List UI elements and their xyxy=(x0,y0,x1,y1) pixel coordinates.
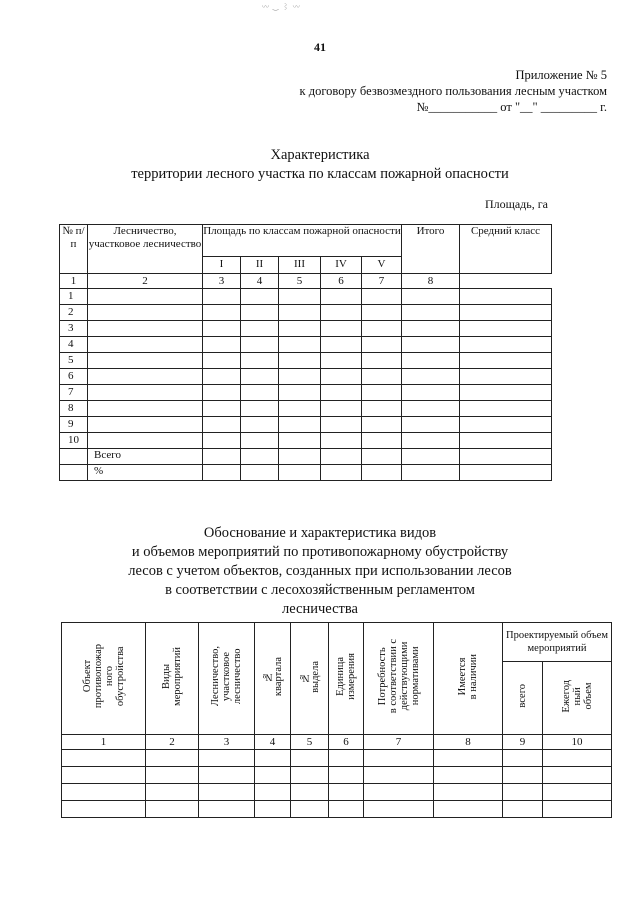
table-cell xyxy=(146,784,199,801)
table-cell xyxy=(88,305,203,321)
table-cell xyxy=(146,767,199,784)
measures-header-planned: Проектируемый объем мероприятий xyxy=(503,623,612,662)
table-cell xyxy=(434,767,503,784)
table-cell xyxy=(203,417,241,433)
table-row xyxy=(60,401,552,417)
measures-header-2 xyxy=(146,623,199,735)
table-cell xyxy=(241,385,279,401)
table-cell xyxy=(503,750,543,767)
measures-header-label: Лесничество, участковое лесничество xyxy=(210,646,243,707)
table-row xyxy=(62,767,612,784)
table-cell xyxy=(279,289,321,305)
table-cell xyxy=(329,801,364,818)
row-number: 7 xyxy=(60,385,88,401)
table-cell xyxy=(279,401,321,417)
header-class-1: I xyxy=(203,256,241,273)
table-cell xyxy=(364,750,434,767)
table-cell xyxy=(503,767,543,784)
header-class-5: V xyxy=(362,256,402,273)
row-number: 1 xyxy=(60,289,88,305)
measures-col-number-4: 4 xyxy=(255,735,291,750)
measures-col-number-2: 2 xyxy=(146,735,199,750)
table-cell xyxy=(402,433,460,449)
table-cell xyxy=(362,353,402,369)
measures-col-number-8: 8 xyxy=(434,735,503,750)
row-number: 10 xyxy=(60,433,88,449)
measures-col-number-7: 7 xyxy=(364,735,434,750)
table-cell xyxy=(460,369,552,385)
table-cell xyxy=(88,289,203,305)
total-row-num xyxy=(60,449,88,465)
table-cell xyxy=(241,401,279,417)
table-cell xyxy=(203,433,241,449)
table-cell xyxy=(402,401,460,417)
col-number-4: 4 xyxy=(241,274,279,289)
col-number-7: 7 xyxy=(362,274,402,289)
measures-col-number-9: 9 xyxy=(503,735,543,750)
table-cell xyxy=(279,369,321,385)
measures-subheader-2 xyxy=(543,662,612,735)
table-cell xyxy=(88,385,203,401)
table-cell xyxy=(402,385,460,401)
table-cell xyxy=(402,321,460,337)
table-cell xyxy=(255,750,291,767)
appendix-line-2: к договору безвозмездного пользования лесным участком xyxy=(299,84,607,98)
table-cell xyxy=(203,305,241,321)
table-row xyxy=(62,784,612,801)
table-cell xyxy=(402,337,460,353)
table1-title-line-2: территории лесного участка по классам пожарной опасности xyxy=(131,166,509,182)
measures-col-number-6: 6 xyxy=(329,735,364,750)
percent-row-num xyxy=(60,465,88,481)
table-row xyxy=(62,750,612,767)
scan-artifact: 〰 ‿ ⌇ 〰 xyxy=(262,3,301,11)
area-unit: Площадь, га xyxy=(484,197,548,211)
table-cell xyxy=(241,433,279,449)
table-row xyxy=(60,433,552,449)
table-cell xyxy=(199,784,255,801)
table-cell xyxy=(543,750,612,767)
table-cell xyxy=(460,305,552,321)
measures-subheader-1 xyxy=(503,662,543,735)
table-cell xyxy=(434,801,503,818)
table-cell xyxy=(279,385,321,401)
table-cell xyxy=(291,801,329,818)
table2-title-line-4: в соответствии с лесохозяйственным регламентом xyxy=(165,582,475,598)
measures-header-8 xyxy=(434,623,503,735)
table-cell xyxy=(241,417,279,433)
measures-header-label: Имеется в наличии xyxy=(457,653,479,700)
measures-col-number-1: 1 xyxy=(62,735,146,750)
table-cell xyxy=(321,433,362,449)
header-class-2: II xyxy=(241,256,279,273)
measures-col-number-3: 3 xyxy=(199,735,255,750)
table-cell xyxy=(364,801,434,818)
table-cell xyxy=(241,289,279,305)
table2-title xyxy=(0,524,640,619)
table-cell xyxy=(279,353,321,369)
header-num: № п/п xyxy=(60,225,88,274)
table-row xyxy=(60,321,552,337)
table-cell xyxy=(321,321,362,337)
table-cell xyxy=(434,750,503,767)
table-cell xyxy=(241,321,279,337)
table-cell xyxy=(88,321,203,337)
table-cell xyxy=(402,417,460,433)
table-cell xyxy=(362,321,402,337)
table-cell xyxy=(329,750,364,767)
table-cell xyxy=(62,767,146,784)
table-cell xyxy=(203,289,241,305)
measures-col-number-10: 10 xyxy=(543,735,612,750)
fire-measures-table xyxy=(61,622,612,818)
table-cell xyxy=(199,801,255,818)
table-cell xyxy=(203,337,241,353)
table-cell xyxy=(321,289,362,305)
total-row-label: Всего xyxy=(88,449,203,465)
table-cell xyxy=(255,801,291,818)
table-cell xyxy=(362,289,402,305)
table-cell xyxy=(543,784,612,801)
measures-col-number-5: 5 xyxy=(291,735,329,750)
table-cell xyxy=(321,369,362,385)
table-cell xyxy=(291,784,329,801)
header-class-3: III xyxy=(279,256,321,273)
table-cell xyxy=(402,353,460,369)
table-cell xyxy=(434,784,503,801)
col-number-2: 2 xyxy=(88,274,203,289)
measures-header-5 xyxy=(291,623,329,735)
table-cell xyxy=(241,337,279,353)
table-cell xyxy=(62,750,146,767)
table-cell xyxy=(503,801,543,818)
table1-title xyxy=(0,146,640,184)
measures-header-label: Объект противопожар ного обустройства xyxy=(81,644,126,709)
row-number: 3 xyxy=(60,321,88,337)
measures-header-label: Единица измерения xyxy=(335,653,357,700)
row-number: 9 xyxy=(60,417,88,433)
appendix-line-3: №___________ от "__" _________ г. xyxy=(416,100,607,114)
col-number-6: 6 xyxy=(321,274,362,289)
table-cell xyxy=(460,417,552,433)
table2-title-line-3: лесов с учетом объектов, созданных при использовании лесов xyxy=(128,563,512,579)
table-cell xyxy=(321,385,362,401)
table-cell xyxy=(255,784,291,801)
table-cell xyxy=(241,305,279,321)
table-cell xyxy=(364,784,434,801)
table-cell xyxy=(321,353,362,369)
table-cell xyxy=(364,767,434,784)
table-cell xyxy=(362,369,402,385)
table-cell xyxy=(241,353,279,369)
table-cell xyxy=(402,305,460,321)
row-number: 2 xyxy=(60,305,88,321)
table-cell xyxy=(460,321,552,337)
table-row xyxy=(60,337,552,353)
table-cell xyxy=(199,750,255,767)
table-cell xyxy=(88,353,203,369)
table-cell xyxy=(362,433,402,449)
table-cell xyxy=(362,401,402,417)
table2-title-line-1: Обоснование и характеристика видов xyxy=(203,525,437,541)
header-class-4: IV xyxy=(321,256,362,273)
header-avg-class: Средний класс xyxy=(460,225,552,274)
page-number: 41 xyxy=(314,40,326,54)
table-cell xyxy=(88,417,203,433)
row-number: 6 xyxy=(60,369,88,385)
table2-title-line-2: и объемов мероприятий по противопожарному обустройству xyxy=(131,544,509,560)
measures-header-4 xyxy=(255,623,291,735)
table-cell xyxy=(62,784,146,801)
table-row xyxy=(60,305,552,321)
col-number-8: 8 xyxy=(402,274,460,289)
table1-title-line-1: Характеристика xyxy=(270,147,370,163)
table-cell xyxy=(88,401,203,417)
table-row xyxy=(60,289,552,305)
table-row xyxy=(60,385,552,401)
measures-header-label: Потребность в соответствии с действующими нормативами xyxy=(376,639,421,714)
table-cell xyxy=(362,337,402,353)
table-cell xyxy=(62,801,146,818)
table-cell xyxy=(291,767,329,784)
table-row xyxy=(60,369,552,385)
table-cell xyxy=(503,784,543,801)
measures-header-3 xyxy=(199,623,255,735)
table-cell xyxy=(279,337,321,353)
col-number-5: 5 xyxy=(279,274,321,289)
table-cell xyxy=(543,801,612,818)
table-cell xyxy=(362,385,402,401)
row-number: 8 xyxy=(60,401,88,417)
table2-title-line-5: лесничества xyxy=(282,601,358,617)
table-cell xyxy=(460,289,552,305)
percent-row-label: % xyxy=(88,465,203,481)
measures-subheader-label: Ежегод ный объем xyxy=(560,679,594,713)
table-cell xyxy=(199,767,255,784)
table-cell xyxy=(402,289,460,305)
table-cell xyxy=(203,321,241,337)
table-cell xyxy=(88,337,203,353)
table-cell xyxy=(543,767,612,784)
table-cell xyxy=(321,417,362,433)
table-cell xyxy=(279,305,321,321)
table-cell xyxy=(329,767,364,784)
measures-subheader-label: всего xyxy=(517,684,528,708)
table-cell xyxy=(460,385,552,401)
table-cell xyxy=(329,784,364,801)
table-row xyxy=(60,417,552,433)
table-cell xyxy=(321,401,362,417)
table-cell xyxy=(279,321,321,337)
table-cell xyxy=(460,337,552,353)
table-cell xyxy=(291,750,329,767)
measures-header-6 xyxy=(329,623,364,735)
table-cell xyxy=(321,337,362,353)
table-cell xyxy=(146,750,199,767)
table-cell xyxy=(460,401,552,417)
table-cell xyxy=(279,433,321,449)
table-cell xyxy=(255,767,291,784)
measures-header-label: № выдела xyxy=(298,660,321,693)
row-number: 5 xyxy=(60,353,88,369)
table-cell xyxy=(362,305,402,321)
col-number-1: 1 xyxy=(60,274,88,289)
table-cell xyxy=(203,369,241,385)
header-forestry: Лесничество, участковое лесничество xyxy=(88,225,203,274)
table-cell xyxy=(88,433,203,449)
header-total: Итого xyxy=(402,225,460,274)
table-cell xyxy=(146,801,199,818)
table-row xyxy=(62,801,612,818)
measures-header-label: Виды мероприятий xyxy=(161,647,183,706)
row-number: 4 xyxy=(60,337,88,353)
fire-class-table xyxy=(59,224,552,481)
table-cell xyxy=(460,433,552,449)
table-cell xyxy=(279,417,321,433)
table-cell xyxy=(203,385,241,401)
header-area: Площадь по классам пожарной опасности xyxy=(203,225,402,257)
table-cell xyxy=(241,369,279,385)
table-cell xyxy=(203,401,241,417)
table-cell xyxy=(321,305,362,321)
table-cell xyxy=(402,369,460,385)
table-cell xyxy=(88,369,203,385)
col-number-3: 3 xyxy=(203,274,241,289)
table-cell xyxy=(460,353,552,369)
appendix-line-1: Приложение № 5 xyxy=(515,68,607,82)
measures-header-7 xyxy=(364,623,434,735)
measures-header-label: № квартала xyxy=(261,656,284,697)
table-cell xyxy=(203,353,241,369)
table-row xyxy=(60,353,552,369)
measures-header-1 xyxy=(62,623,146,735)
table-cell xyxy=(362,417,402,433)
